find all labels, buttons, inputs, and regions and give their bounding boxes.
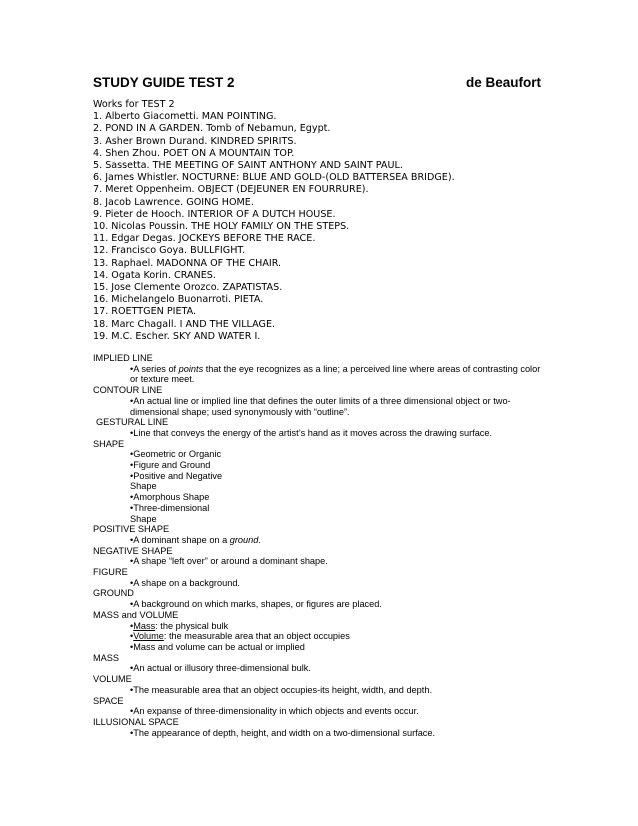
work-item: 16. Michelangelo Buonarroti. PIETA.: [93, 294, 264, 306]
term-figure: FIGURE: [93, 567, 128, 578]
definition-ground: •A background on which marks, shapes, or figures are placed.: [130, 599, 382, 610]
mass-volume-item: •Mass: the physical bulk: [130, 620, 229, 631]
work-item: 17. ROETTGEN PIETA.: [93, 306, 197, 318]
work-item: 14. Ogata Korin. CRANES.: [93, 269, 216, 281]
shape-item: Shape: [130, 513, 157, 524]
mass-volume-item: •Mass and volume can be actual or implied: [130, 641, 305, 652]
definition-implied-line: •A series of points that the eye recognizes as a line; a perceived line where areas of contrasting color or texture meet.: [130, 363, 541, 385]
shape-item: •Amorphous Shape: [130, 492, 210, 503]
shape-item: Shape: [130, 481, 157, 492]
term-gestural-line: GESTURAL LINE: [96, 417, 169, 428]
definition-positive-shape: •A dominant shape on a ground.: [130, 534, 261, 545]
work-item: 5. Sassetta. THE MEETING OF SAINT ANTHONY AND SAINT PAUL.: [93, 160, 403, 172]
term-negative-shape: NEGATIVE SHAPE: [93, 545, 173, 556]
work-item: 11. Edgar Degas. JOCKEYS BEFORE THE RACE.: [93, 233, 316, 245]
work-item: 8. Jacob Lawrence. GOING HOME.: [93, 196, 254, 208]
work-item: 10. Nicolas Poussin. THE HOLY FAMILY ON THE STEPS.: [93, 221, 350, 233]
works-heading: Works for TEST 2: [93, 99, 175, 110]
work-item: 13. Raphael. MADONNA OF THE CHAIR.: [93, 257, 282, 269]
definition-gestural-line: •Line that conveys the energy of the artist’s hand as it moves across the drawing surface.: [130, 427, 493, 438]
work-item: 18. Marc Chagall. I AND THE VILLAGE.: [93, 318, 276, 330]
work-item: 6. James Whistler. NOCTURNE: BLUE AND GOLD-(OLD BATTERSEA BRIDGE).: [93, 172, 455, 184]
term-space: SPACE: [93, 695, 124, 706]
page-title: [93, 75, 541, 90]
definition-space: •An expanse of three-dimensionality in which objects and events occur.: [130, 706, 419, 717]
term-illusional-space: ILLUSIONAL SPACE: [93, 716, 179, 727]
title-text: STUDY GUIDE TEST 2: [93, 75, 235, 90]
definition-figure: •A shape on a background.: [130, 577, 240, 588]
term-shape: SHAPE: [93, 438, 125, 449]
work-item: 19. M.C. Escher. SKY AND WATER I.: [93, 330, 261, 342]
work-item: 7. Meret Oppenheim. OBJECT (DEJEUNER EN FOURRURE).: [93, 184, 369, 196]
work-item: 1. Alberto Giacometti. MAN POINTING.: [93, 111, 277, 123]
definition-mass: •An actual or illusory three-dimensional bulk.: [130, 663, 311, 674]
term-volume: VOLUME: [93, 674, 132, 685]
shape-item: •Three-dimensional: [130, 502, 210, 513]
shape-item: •Positive and Negative: [130, 470, 223, 481]
author-name: de Beaufort: [465, 75, 541, 90]
term-implied-line: IMPLIED LINE: [93, 353, 153, 363]
term-ground: GROUND: [93, 588, 134, 599]
term-mass-and-volume: MASS and VOLUME: [93, 609, 179, 620]
work-item: 15. Jose Clemente Orozco. ZAPATISTAS.: [93, 282, 283, 294]
definition-illusional-space: •The appearance of depth, height, and width on a two-dimensional surface.: [130, 727, 436, 738]
work-item: 3. Asher Brown Durand. KINDRED SPIRITS.: [93, 135, 297, 147]
work-item: 9. Pieter de Hooch. INTERIOR OF A DUTCH HOUSE.: [93, 208, 336, 220]
definition-volume: •The measurable area that an object occupies-its height, width, and depth.: [130, 684, 432, 695]
work-item: 12. Francisco Goya. BULLFIGHT.: [93, 245, 246, 257]
definition-negative-shape: •A shape “left over” or around a dominant shape.: [130, 556, 328, 567]
definition-contour-line: •An actual line or implied line that defines the outer limits of a three dimensional object or two-dimensional shape; used synonymously with “outline”.: [130, 395, 511, 417]
term-mass: MASS: [93, 652, 120, 663]
work-item: 4. Shen Zhou. POET ON A MOUNTAIN TOP.: [93, 147, 295, 159]
work-item: 2. POND IN A GARDEN. Tomb of Nebamun, Egypt.: [93, 123, 331, 135]
term-contour-line: CONTOUR LINE: [93, 385, 163, 396]
shape-item: •Figure and Ground: [130, 460, 211, 471]
shape-item: •Geometric or Organic: [130, 449, 222, 460]
terms-glossary: [93, 353, 543, 738]
mass-volume-item: •Volume: the measurable area that an object occupies: [130, 631, 350, 642]
term-positive-shape: POSITIVE SHAPE: [93, 524, 170, 535]
works-list: [93, 99, 455, 343]
